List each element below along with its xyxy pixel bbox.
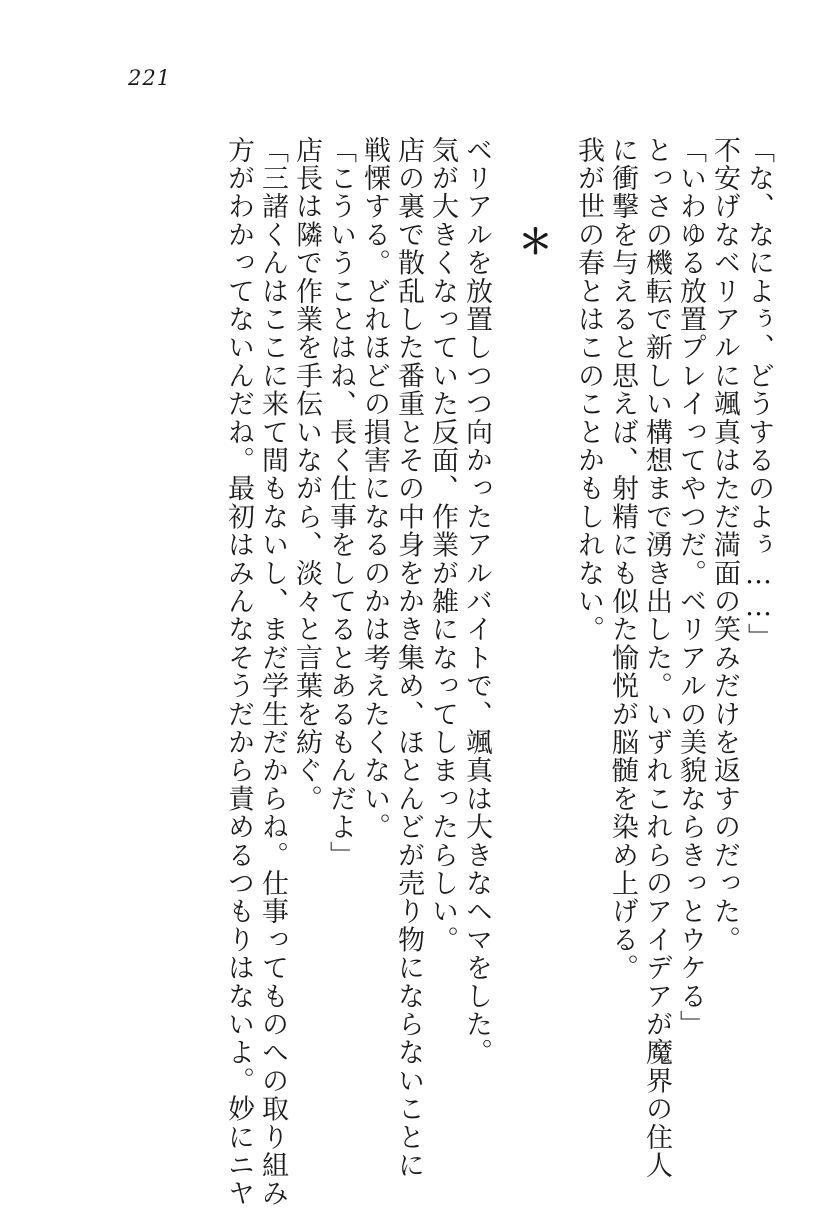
text-line: 方がわかってないんだね。最初はみんなそうだから責めるつもりはないよ。妙にニヤ <box>223 136 254 1208</box>
text-line: ベリアルを放置しつつ向かったアルバイトで、颯真は大きなヘマをした。 <box>461 136 492 1067</box>
text-line: 「三諸くんはここに来て間もないし、まだ学生だからね。仕事ってものへの取り組み <box>257 136 288 1208</box>
text-line: 店長は隣で作業を手伝いながら、淡々と言葉を紡ぐ。 <box>291 136 322 813</box>
section-break-asterisk: ＊ <box>512 224 552 260</box>
text-line: 我が世の春とはこのことかもしれない。 <box>573 136 604 644</box>
page-number: 221 <box>128 66 172 90</box>
text-line: 「こういうことはね、長く仕事をしてるとあるもんだよ」 <box>325 136 356 870</box>
text-line: 戦慄する。どれほどの損害になるのかは考えたくない。 <box>359 136 390 841</box>
section-gap <box>549 136 571 1136</box>
text-line: 「な、なによぅ、どうするのよぅ……」 <box>743 136 774 652</box>
text-line: に衝撃を与えると思えば、射精にも似た愉悦が脳髄を染め上げる。 <box>607 136 638 982</box>
text-line: とっさの機転で新しい構想まで湧き出した。いずれこれらのアイデアが魔界の住人 <box>641 136 672 1180</box>
text-line: 「いわゆる放置プレイってやつだ。ベリアルの美貌ならきっとウケる」 <box>675 136 706 1039</box>
text-line: 不安げなベリアルに颯真はただ満面の笑みだけを返すのだった。 <box>709 136 740 954</box>
text-line: 気が大きくなっていた反面、作業が雑になってしまったらしい。 <box>427 136 458 954</box>
vertical-text-body <box>221 136 775 1208</box>
section-gap <box>493 136 515 1136</box>
text-line: 店の裏で散乱した番重とその中身をかき集め、ほとんどが売り物にならないことに <box>393 136 424 1180</box>
